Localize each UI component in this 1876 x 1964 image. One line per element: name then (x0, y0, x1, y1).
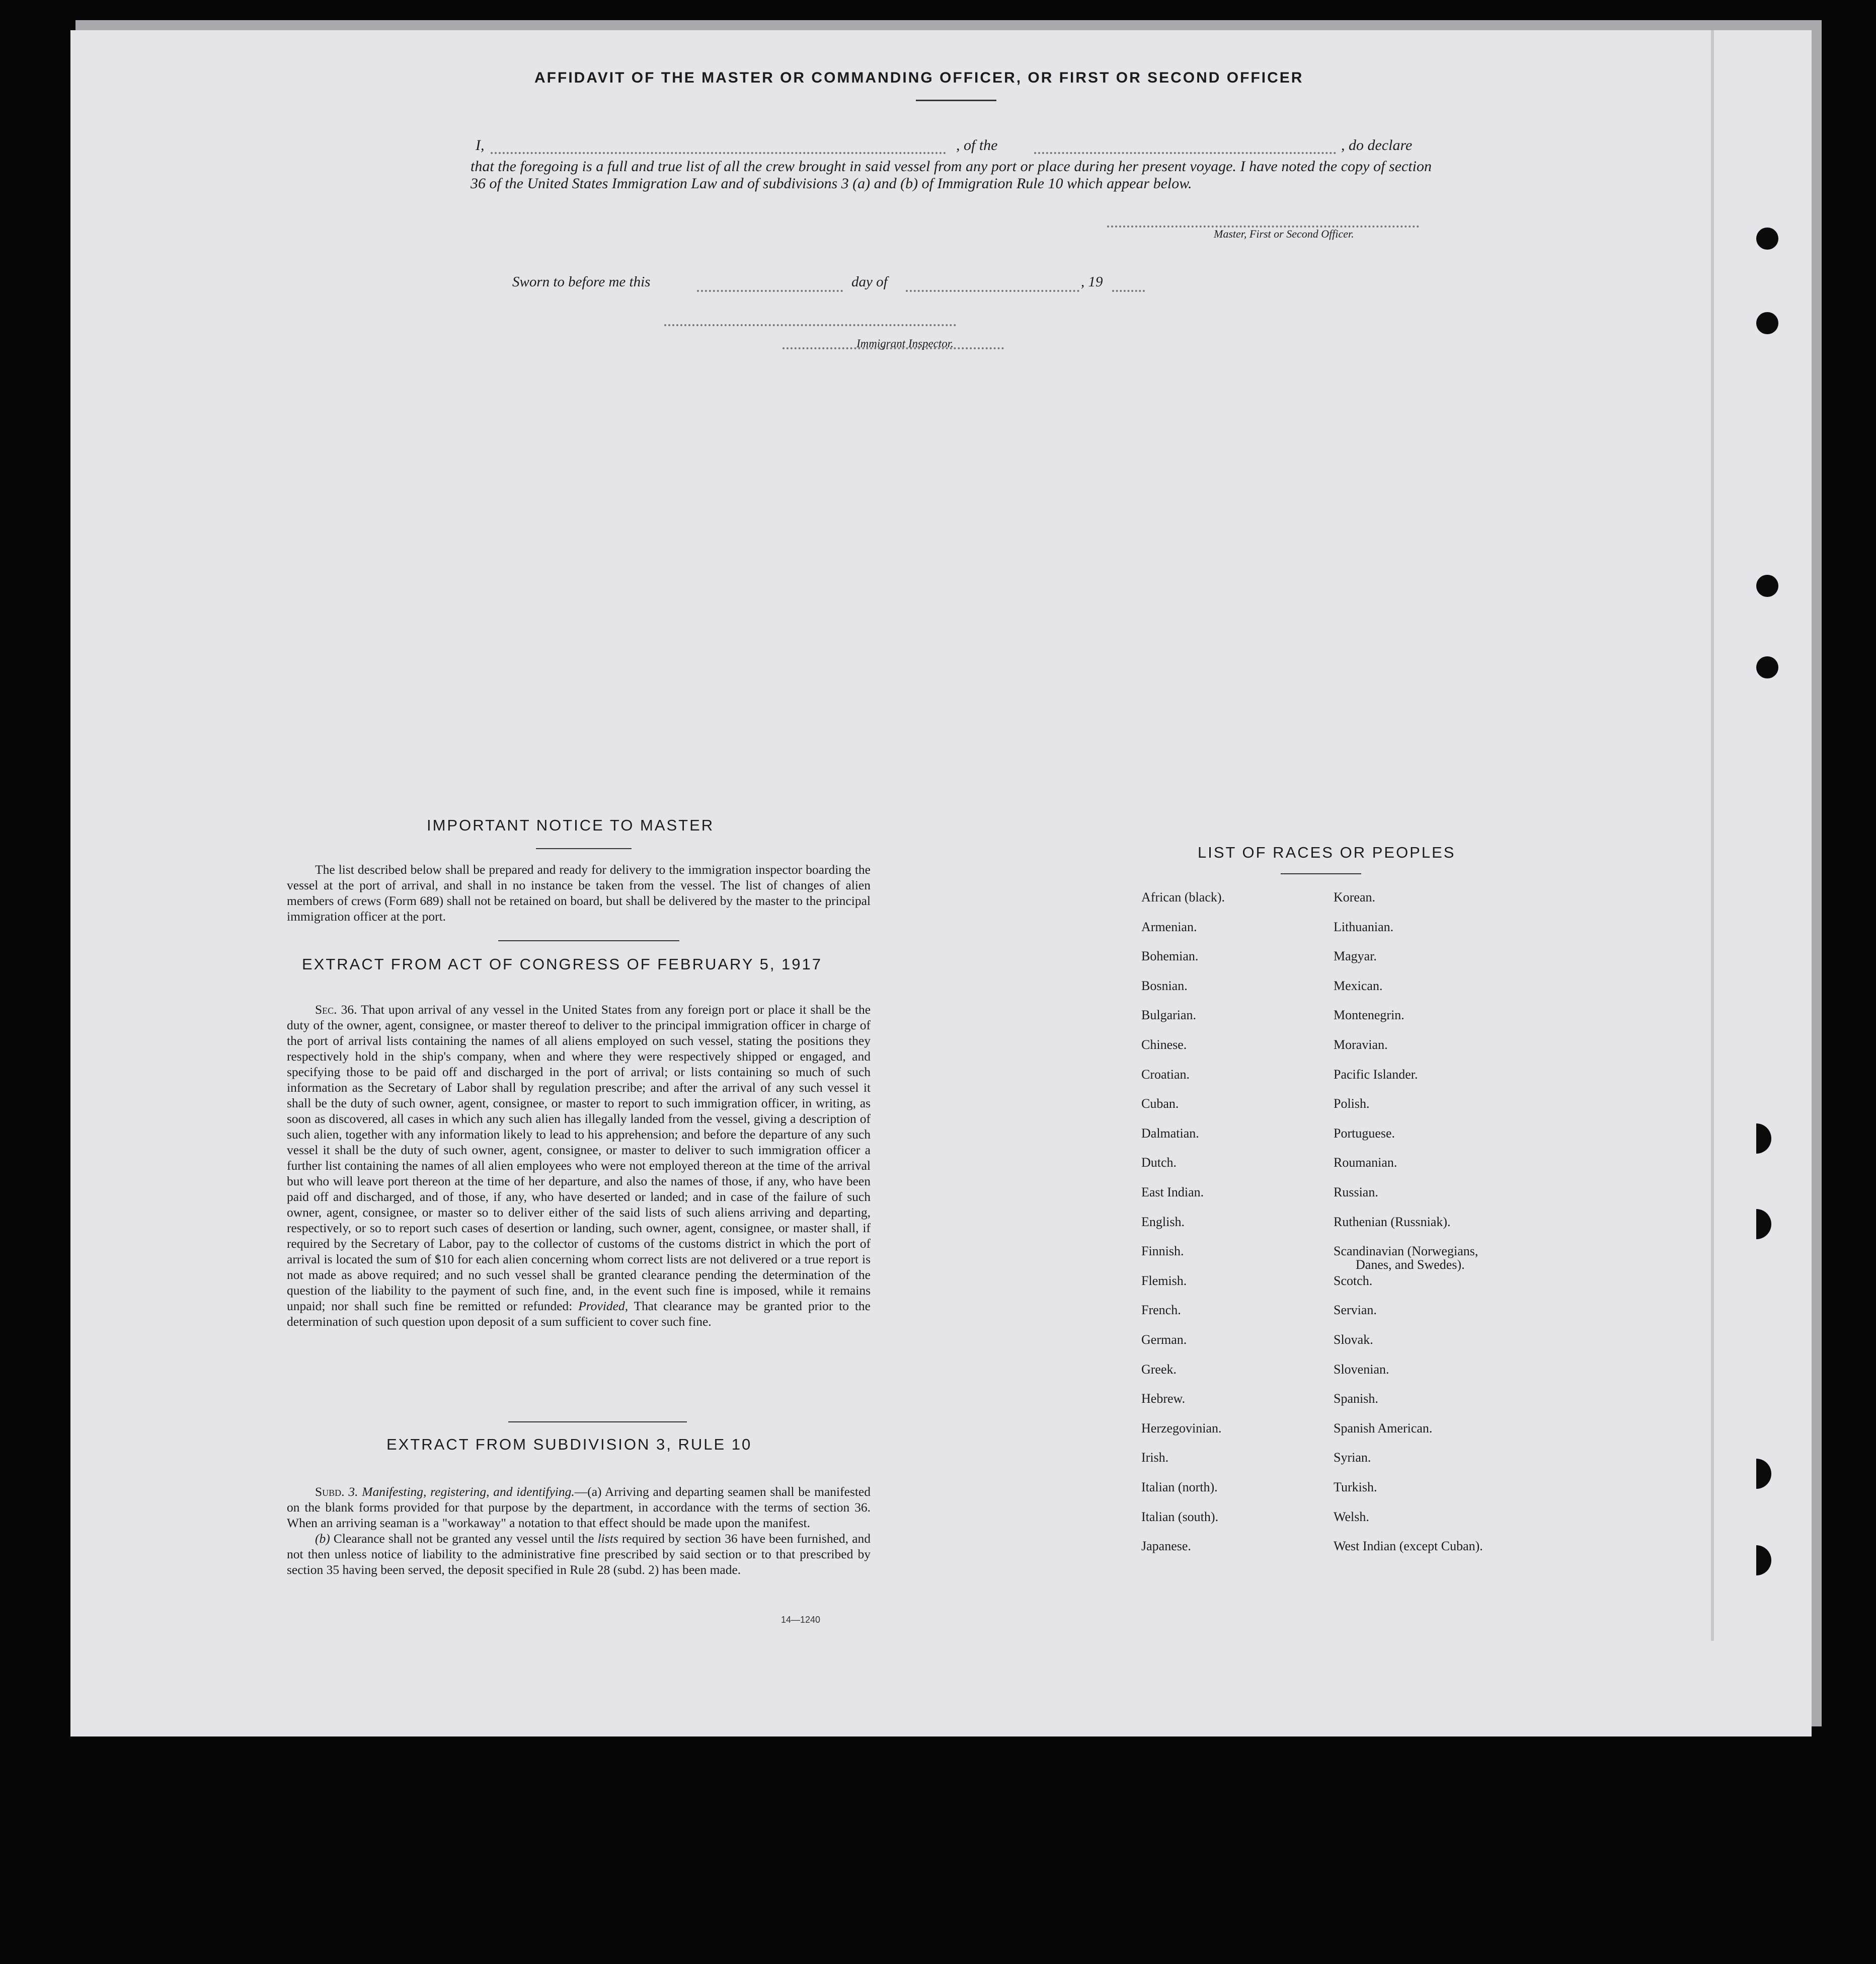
race-item-right: Mexican. (1334, 978, 1383, 993)
race-item-right: Ruthenian (Russniak). (1334, 1214, 1451, 1229)
race-item-left: Finnish. (1141, 1244, 1184, 1259)
punch-hole (1756, 575, 1778, 597)
race-item-right: Moravian. (1334, 1037, 1388, 1052)
race-item-right: Montenegrin. (1334, 1008, 1404, 1023)
act-heading: EXTRACT FROM ACT OF CONGRESS OF FEBRUARY 5, 1917 (302, 955, 823, 973)
races-heading-rule (1281, 873, 1361, 874)
page-edge (1711, 30, 1714, 1641)
punch-hole (1756, 312, 1778, 334)
race-item-right: Polish. (1334, 1096, 1370, 1111)
act-rule (508, 1421, 687, 1422)
form-number: 14—1240 (781, 1615, 821, 1625)
race-item-left: Cuban. (1141, 1096, 1179, 1111)
race-item-right: Korean. (1334, 890, 1376, 904)
race-item-right: Magyar. (1334, 949, 1377, 964)
race-item-right: Spanish American. (1334, 1420, 1433, 1436)
race-item-left: German. (1141, 1332, 1187, 1347)
race-item-left: Bosnian. (1141, 978, 1188, 993)
races-heading: LIST OF RACES OR PEOPLES (1198, 844, 1456, 861)
do-declare-text: , do declare (1341, 137, 1413, 154)
punch-hole (1756, 228, 1778, 250)
race-item-right: Servian. (1334, 1303, 1377, 1318)
act-body-end: That clearance may be granted prior to the determination of such question upon deposit of a sum sufficient to cover such fine. (287, 1299, 871, 1329)
race-item-right: Roumanian. (1334, 1155, 1397, 1170)
race-item-left: Italian (north). (1141, 1480, 1218, 1494)
race-item-right: Slovak. (1334, 1332, 1373, 1347)
affiant-name-field[interactable] (491, 152, 946, 154)
sworn-year-field[interactable] (1112, 290, 1145, 292)
inspector-signature-field[interactable] (664, 324, 956, 326)
subd-title: 3. Manifesting, registering, and identifying. (348, 1484, 575, 1499)
race-item-right: Syrian. (1334, 1450, 1371, 1465)
subd-label: Subd. (315, 1484, 345, 1499)
sworn-prefix: Sworn to before me this (512, 274, 651, 290)
affiant-prefix: I, (476, 137, 485, 154)
notice-body (287, 862, 871, 924)
sec-label: Sec. (315, 1002, 337, 1017)
race-item-left: English. (1141, 1214, 1185, 1229)
master-signature-label: Master, First or Second Officer. (1214, 228, 1354, 240)
race-item-right-continuation: Danes, and Swedes). (1356, 1257, 1465, 1272)
notice-heading-rule (536, 848, 632, 849)
sworn-day-of: day of (851, 274, 888, 290)
notice-body-text: The list described below shall be prepared and ready for delivery to the immigration inspector boarding the vessel at the port of arrival, and shall in no instance be taken from the vessel. The list of changes of alien members of crews (Form 689) shall not be retained on board, but shall be delivered by the master to the principal immigration officer at the port. (287, 862, 871, 924)
race-item-left: Irish. (1141, 1450, 1169, 1465)
para-b-lists: lists (597, 1531, 618, 1546)
race-item-left: Hebrew. (1141, 1391, 1186, 1406)
inspector-label: Immigrant Inspector. (856, 337, 954, 350)
race-item-left: Greek. (1141, 1362, 1177, 1377)
race-item-left: Croatian. (1141, 1067, 1190, 1082)
para-b-label: (b) (315, 1531, 330, 1546)
affidavit-heading: AFFIDAVIT OF THE MASTER OR COMMANDING OFFICER, OR FIRST OR SECOND OFFICER (534, 69, 1304, 86)
race-item-left: Dutch. (1141, 1155, 1177, 1170)
act-body-text: 36. That upon arrival of any vessel in the United States from any foreign port or place it shall be the duty of the owner, agent, consignee, or master thereof to deliver to the principal immigration officer in charge of the port of arrival lists containing the names of all aliens employed on such vessel, stating the positions they respectively hold in the ship's company, when and where they were respectively shipped or engaged, and specifying those to be paid off and discharged in the port of arrival; or lists containing so much of such information as the Secretary of Labor shall by regulation prescribe; and after the arrival of any such vessel it shall be the duty of such owner, agent, consignee, or master to report to such immigration officer, in writing, as soon as discovered, all cases in which any such alien has illegally landed from the vessel, giving a description of such alien, together with any information likely to lead to his apprehension; and before the departure of any such vessel it shall be the duty of such owner, agent, consignee, or master to deliver to such immigration officer a further list containing the names of all alien employees who were not employed thereon at the time of the arrival but who will leave port thereon at the time of her departure, and also the names of those, if any, who have been paid off and discharged, and of those, if any, who have deserted or landed; and in case of the failure of such owner, agent, consignee, or master so to deliver either of the said lists of such aliens arriving and departing, respectively, or so to report such cases of desertion or landing, such owner, agent, consignee, or master shall, if required by the Secretary of Labor, pay to the collector of customs of the customs district in which the port of arrival is located the sum of $10 for each alien concerning whom correct lists are not delivered or a true report is not made as above required; and no such vessel shall be granted clearance pending the determination of the question of the liability to the payment of such fine, and, in the event such fine is imposed, while it remains unpaid; nor shall such fine be remitted or refunded: (287, 1002, 871, 1313)
race-item-right: West Indian (except Cuban). (1334, 1539, 1483, 1554)
race-item-left: French. (1141, 1303, 1181, 1318)
sworn-month-field[interactable] (906, 290, 1079, 292)
race-item-left: Armenian. (1141, 919, 1197, 934)
race-item-left: Japanese. (1141, 1539, 1191, 1554)
race-item-left: Bulgarian. (1141, 1008, 1197, 1023)
race-item-left: African (black). (1141, 890, 1225, 904)
race-item-right: Portuguese. (1334, 1125, 1395, 1141)
race-item-right: Welsh. (1334, 1509, 1369, 1524)
race-item-left: Bohemian. (1141, 949, 1199, 964)
race-item-left: East Indian. (1141, 1185, 1204, 1199)
affidavit-heading-rule (916, 100, 996, 101)
race-item-right: Turkish. (1334, 1480, 1377, 1494)
race-item-left: Flemish. (1141, 1273, 1187, 1288)
rule-body (287, 1484, 871, 1577)
affidavit-body-text: that the foregoing is a full and true list of all the crew brought in said vessel from any port or place during her present voyage. I have noted the copy of section 36 of the United States Immigration Law and of subdivisions 3 (a) and (b) of Immigration Rule 10 which appear below. (471, 158, 1432, 192)
sworn-year: , 19 (1081, 274, 1103, 290)
provided-label: Provided, (578, 1299, 629, 1313)
race-item-right: Slovenian. (1334, 1362, 1389, 1377)
notice-rule (498, 940, 679, 941)
vessel-field[interactable] (1034, 152, 1336, 154)
punch-hole (1756, 656, 1778, 678)
race-item-left: Herzegovinian. (1141, 1420, 1222, 1436)
race-item-right: Pacific Islander. (1334, 1067, 1418, 1082)
sworn-day-field[interactable] (697, 290, 843, 292)
rule-para-b-2: required by section 36 have been furnished, and not then unless notice of liability to the administrative fine prescribed by said section or to that prescribed by section 35 having been served, the deposit specified in Rule 28 (subd. 2) has been made. (287, 1531, 871, 1577)
race-item-right: Scandinavian (Norwegians, (1334, 1244, 1478, 1259)
race-item-left: Dalmatian. (1141, 1125, 1199, 1141)
rule-para-b-1: Clearance shall not be granted any vessel until the (333, 1531, 594, 1546)
notice-heading: IMPORTANT NOTICE TO MASTER (427, 816, 715, 834)
affidavit-body (471, 158, 1432, 192)
race-item-left: Chinese. (1141, 1037, 1187, 1052)
of-the-text: , of the (956, 137, 998, 154)
race-item-right: Scotch. (1334, 1273, 1373, 1288)
race-item-right: Russian. (1334, 1185, 1378, 1199)
race-item-left: Italian (south). (1141, 1509, 1219, 1524)
race-item-right: Lithuanian. (1334, 919, 1394, 934)
act-body (287, 1002, 871, 1329)
rule-heading: EXTRACT FROM SUBDIVISION 3, RULE 10 (386, 1436, 752, 1453)
rule-para-a: —(a) Arriving and departing seamen shall be manifested on the blank forms provided for that purpose by the department, in accordance with the terms of section 36. When an arriving seaman is a "workaway" a notation to that effect should be made upon the manifest. (287, 1484, 871, 1530)
race-item-right: Spanish. (1334, 1391, 1378, 1406)
